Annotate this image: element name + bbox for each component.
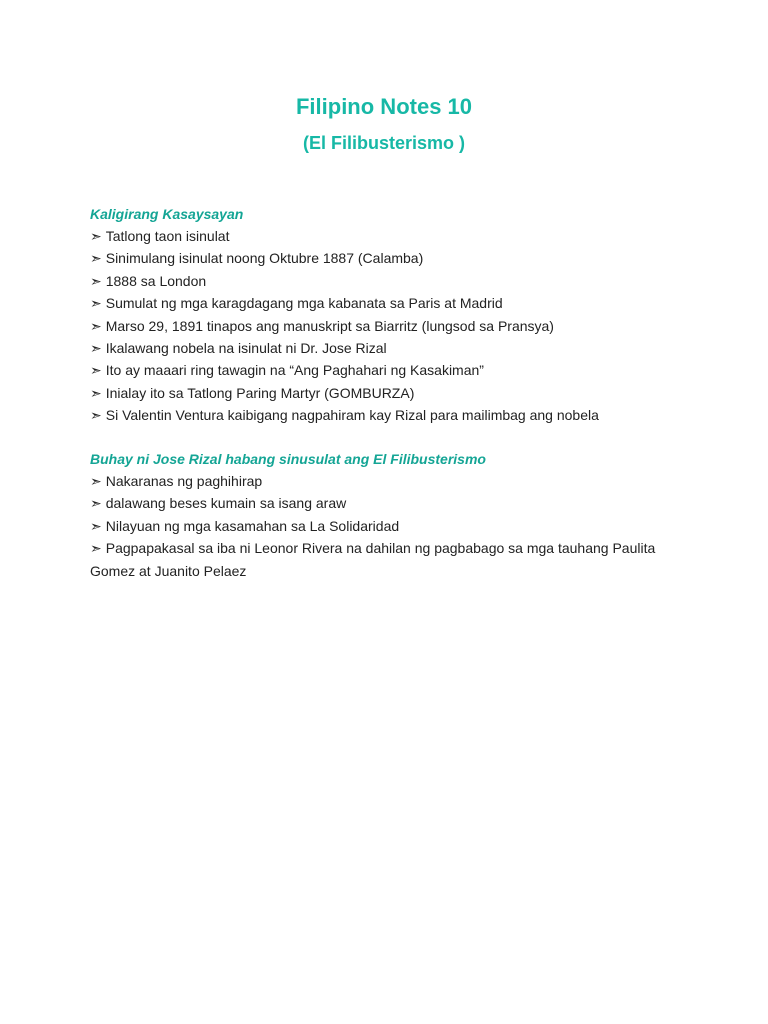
arrow-bullet-icon: ➣ [90,495,102,512]
list-item [90,292,690,314]
list-item [90,515,690,537]
list-item-text: Marso 29, 1891 tinapos ang manuskript sa Biarritz (lungsod sa Pransya) [105,317,554,334]
list-item [90,270,690,292]
list-item-text: Si Valentin Ventura kaibigang nagpahiram kay Rizal para mailimbag ang nobela [105,407,599,424]
document-title: Filipino Notes 10 [295,94,473,119]
list-item [90,247,690,269]
list-item [90,359,690,381]
arrow-bullet-icon: ➣ [90,340,102,357]
list-item [90,337,690,359]
list-item-text: Sinimulang isinulat noong Oktubre 1887 (Calamba) [105,250,424,267]
list-item-text: Ikalawang nobela na isinulat ni Dr. Jose Rizal [105,340,387,357]
arrow-bullet-icon: ➣ [90,362,102,379]
arrow-bullet-icon: ➣ [90,407,102,424]
section-heading: Kaligirang Kasaysayan [90,206,244,222]
list-item [90,225,690,247]
list-item-text: Tatlong taon isinulat [105,228,230,244]
list-item [90,470,690,492]
list-item-text: Nakaranas ng paghihirap [105,473,263,489]
arrow-bullet-icon: ➣ [90,295,102,312]
arrow-bullet-icon: ➣ [90,517,102,534]
list-item [90,315,690,337]
document-subtitle: (El Filibusterismo ) [302,133,466,153]
bullet-list [90,470,690,582]
section-heading: Buhay ni Jose Rizal habang sinusulat ang El Filibusterismo [90,451,486,467]
list-item-text: Inialay ito sa Tatlong Paring Martyr (GOMBURZA) [105,384,415,401]
list-item [90,492,690,514]
arrow-bullet-icon: ➣ [90,384,102,401]
list-item [90,537,690,582]
list-item-text: Pagpapakasal sa iba ni Leonor Rivera na dahilan ng pagbabago sa mga tauhang Paulita Gomez at Juanito Pelaez [90,540,656,579]
list-item-text: 1888 sa London [105,272,207,289]
list-item-text: dalawang beses kumain sa isang araw [105,495,347,512]
arrow-bullet-icon: ➣ [90,317,102,334]
section-buhay-ni-jose-rizal [90,448,690,582]
list-item-text: Sumulat ng mga karagdagang mga kabanata sa Paris at Madrid [105,295,503,312]
section-kaligirang-kasaysayan [90,203,690,427]
list-item-text: Nilayuan ng mga kasamahan sa La Solidaridad [105,517,400,534]
list-item [90,404,690,426]
bullet-list [90,225,690,427]
list-item-text: Ito ay maaari ring tawagin na “Ang Paghahari ng Kasakiman” [105,362,484,379]
arrow-bullet-icon: ➣ [90,473,102,489]
arrow-bullet-icon: ➣ [90,272,102,289]
list-item [90,382,690,404]
arrow-bullet-icon: ➣ [90,250,102,267]
arrow-bullet-icon: ➣ [90,228,102,244]
arrow-bullet-icon: ➣ [90,540,102,557]
